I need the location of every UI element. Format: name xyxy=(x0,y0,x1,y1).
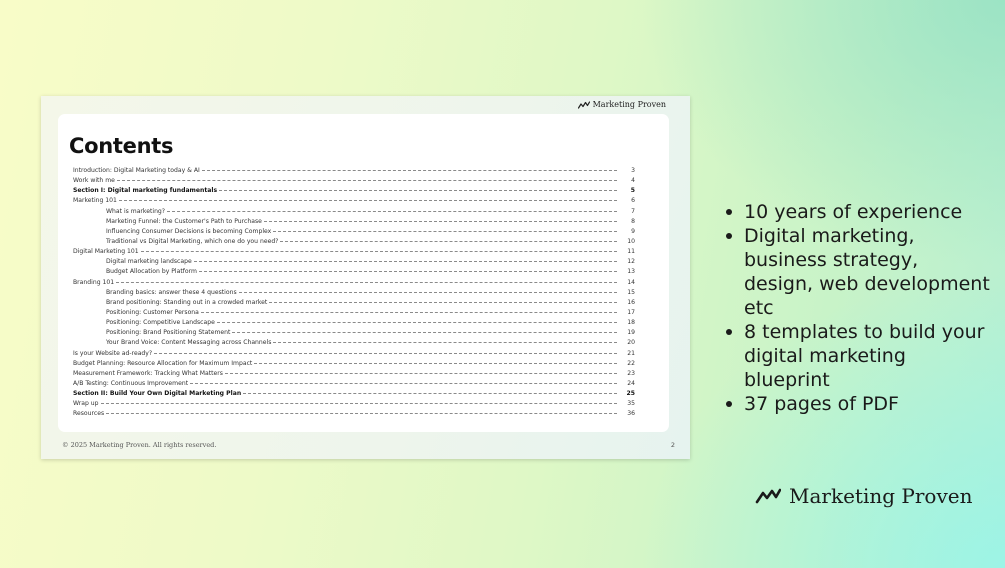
toc-entry[interactable] xyxy=(73,338,635,348)
toc-leader xyxy=(106,412,617,414)
toc-entry[interactable] xyxy=(73,389,635,399)
toc-entry-title: Marketing Funnel: the Customer's Path to Purchase xyxy=(106,217,262,225)
document-footer: © 2025 Marketing Proven. All rights reserved. xyxy=(62,441,217,449)
toc-entry-title: Is your Website ad-ready? xyxy=(73,349,153,357)
toc-entry[interactable] xyxy=(73,288,635,298)
toc-leader xyxy=(225,372,617,374)
toc-leader xyxy=(190,382,617,384)
toc-entry-page: 23 xyxy=(627,369,635,377)
toc-entry[interactable] xyxy=(73,267,635,277)
toc-leader xyxy=(194,260,617,262)
toc-entry-title: Introduction: Digital Marketing today & AI xyxy=(73,167,200,174)
toc-entry-title: Your Brand Voice: Content Messaging across Channels xyxy=(106,339,272,347)
trend-line-icon xyxy=(755,487,781,505)
document-header-brand-name: Marketing Proven xyxy=(592,100,666,109)
toc-entry-title: What is marketing? xyxy=(106,207,166,215)
toc-leader xyxy=(273,341,617,343)
toc-leader xyxy=(273,230,617,232)
bullet-icon xyxy=(726,209,732,215)
toc-entry[interactable] xyxy=(73,328,635,338)
feature-text: Digital marketing, business strategy, design, web development etc xyxy=(744,225,990,319)
toc-entry-title: Positioning: Competitive Landscape xyxy=(106,319,215,327)
toc-entry[interactable] xyxy=(73,359,635,369)
feature-item xyxy=(722,200,992,224)
toc-entry-page: 10 xyxy=(627,237,635,245)
toc-leader xyxy=(202,169,617,171)
toc-entry-page: 11 xyxy=(627,248,635,256)
toc-entry-title: Budget Planning: Resource Allocation for Maximum Impact xyxy=(73,359,253,367)
toc-entry-page: 3 xyxy=(631,167,635,174)
toc-entry-title: Resources xyxy=(73,410,105,418)
toc-entry-title: Section I: Digital marketing fundamentals xyxy=(73,187,218,195)
toc-entry[interactable] xyxy=(73,247,635,257)
brand-name: Marketing Proven xyxy=(789,484,973,508)
toc-entry-page: 19 xyxy=(627,329,635,337)
toc-leader xyxy=(154,352,617,354)
toc-leader xyxy=(243,392,617,394)
feature-text: 10 years of experience xyxy=(744,201,963,223)
toc-entry-page: 14 xyxy=(627,278,635,286)
toc-entry-title: Digital Marketing 101 xyxy=(73,248,139,256)
toc-entry-title: Measurement Framework: Tracking What Matters xyxy=(73,369,223,377)
toc-entry[interactable] xyxy=(73,308,635,318)
toc-entry[interactable] xyxy=(73,196,635,206)
toc-leader xyxy=(254,362,617,364)
toc-entry-title: Traditional vs Digital Marketing, which one do you need? xyxy=(106,237,279,245)
toc-entry[interactable] xyxy=(73,207,635,217)
document-header-brand xyxy=(578,100,666,109)
toc-entry-page: 24 xyxy=(627,379,635,387)
toc-entry-page: 4 xyxy=(631,177,635,185)
toc-entry[interactable] xyxy=(73,227,635,237)
toc-leader xyxy=(269,301,617,303)
toc-entry[interactable] xyxy=(73,349,635,359)
toc-entry[interactable] xyxy=(73,318,635,328)
toc-entry-page: 7 xyxy=(631,207,635,215)
toc-entry-title: Branding basics: answer these 4 questions xyxy=(106,288,237,296)
toc-leader xyxy=(232,331,617,333)
toc-entry-title: Brand positioning: Standing out in a crowded market xyxy=(106,298,268,306)
feature-list xyxy=(722,200,992,416)
toc-leader xyxy=(201,311,617,313)
bullet-icon xyxy=(726,401,732,407)
feature-text: 8 templates to build your digital marketing blueprint xyxy=(744,321,985,391)
toc-entry[interactable] xyxy=(73,379,635,389)
toc-entry-title: Budget Allocation by Platform xyxy=(106,268,197,276)
toc-leader xyxy=(119,199,617,201)
feature-item xyxy=(722,224,992,320)
toc-leader xyxy=(116,281,617,283)
feature-item xyxy=(722,320,992,392)
toc-leader xyxy=(264,220,617,222)
contents-title: Contents xyxy=(69,134,174,158)
document-page-preview xyxy=(41,96,690,459)
trend-line-icon xyxy=(578,101,590,109)
toc-entry[interactable] xyxy=(73,166,635,176)
toc-entry[interactable] xyxy=(73,298,635,308)
toc-leader xyxy=(219,189,617,191)
toc-leader xyxy=(280,240,617,242)
toc-entry[interactable] xyxy=(73,399,635,409)
document-page-number: 2 xyxy=(670,441,675,449)
toc-entry[interactable] xyxy=(73,186,635,196)
toc-entry-title: Positioning: Customer Persona xyxy=(106,308,199,316)
table-of-contents xyxy=(73,166,635,420)
toc-entry-page: 8 xyxy=(631,217,635,225)
toc-entry-page: 22 xyxy=(627,359,635,367)
toc-entry-page: 21 xyxy=(627,349,635,357)
contents-card xyxy=(58,114,669,432)
toc-entry-title: Wrap up xyxy=(73,400,99,408)
brand-logo xyxy=(755,484,972,508)
toc-leader xyxy=(141,250,617,252)
toc-entry[interactable] xyxy=(73,278,635,288)
toc-entry-page: 5 xyxy=(630,187,635,195)
toc-entry-title: Section II: Build Your Own Digital Marketing Plan xyxy=(73,390,242,398)
toc-leader xyxy=(199,270,617,272)
toc-entry-title: Work with me xyxy=(73,177,115,185)
toc-leader xyxy=(117,179,617,181)
feature-item xyxy=(722,392,992,416)
toc-entry-page: 9 xyxy=(631,227,635,235)
toc-entry-title: Marketing 101 xyxy=(73,197,117,205)
feature-text: 37 pages of PDF xyxy=(744,393,899,415)
toc-entry-title: Positioning: Brand Positioning Statement xyxy=(106,329,231,337)
toc-entry-title: A/B Testing: Continuous Improvement xyxy=(73,379,189,387)
toc-leader xyxy=(239,291,617,293)
toc-leader xyxy=(217,321,617,323)
toc-entry-page: 36 xyxy=(627,410,635,418)
toc-entry-page: 20 xyxy=(627,339,635,347)
toc-entry[interactable] xyxy=(73,217,635,227)
toc-entry-page: 16 xyxy=(627,298,635,306)
toc-entry-page: 15 xyxy=(627,288,635,296)
toc-entry[interactable] xyxy=(73,237,635,247)
bullet-icon xyxy=(726,329,732,335)
toc-entry-page: 18 xyxy=(627,319,635,327)
toc-entry-page: 25 xyxy=(626,390,635,398)
toc-leader xyxy=(101,402,617,404)
toc-entry[interactable] xyxy=(73,176,635,186)
toc-leader xyxy=(167,210,617,212)
toc-entry-title: Digital marketing landscape xyxy=(106,258,192,266)
bullet-icon xyxy=(726,233,732,239)
toc-entry-page: 6 xyxy=(631,197,635,205)
toc-entry-page: 35 xyxy=(627,400,635,408)
toc-entry-page: 13 xyxy=(627,268,635,276)
toc-entry[interactable] xyxy=(73,369,635,379)
toc-entry-title: Branding 101 xyxy=(73,278,115,286)
toc-entry-page: 12 xyxy=(627,258,635,266)
toc-entry-title: Influencing Consumer Decisions is becoming Complex xyxy=(106,227,272,235)
toc-entry[interactable] xyxy=(73,257,635,267)
toc-entry[interactable] xyxy=(73,409,635,419)
toc-entry-page: 17 xyxy=(627,308,635,316)
